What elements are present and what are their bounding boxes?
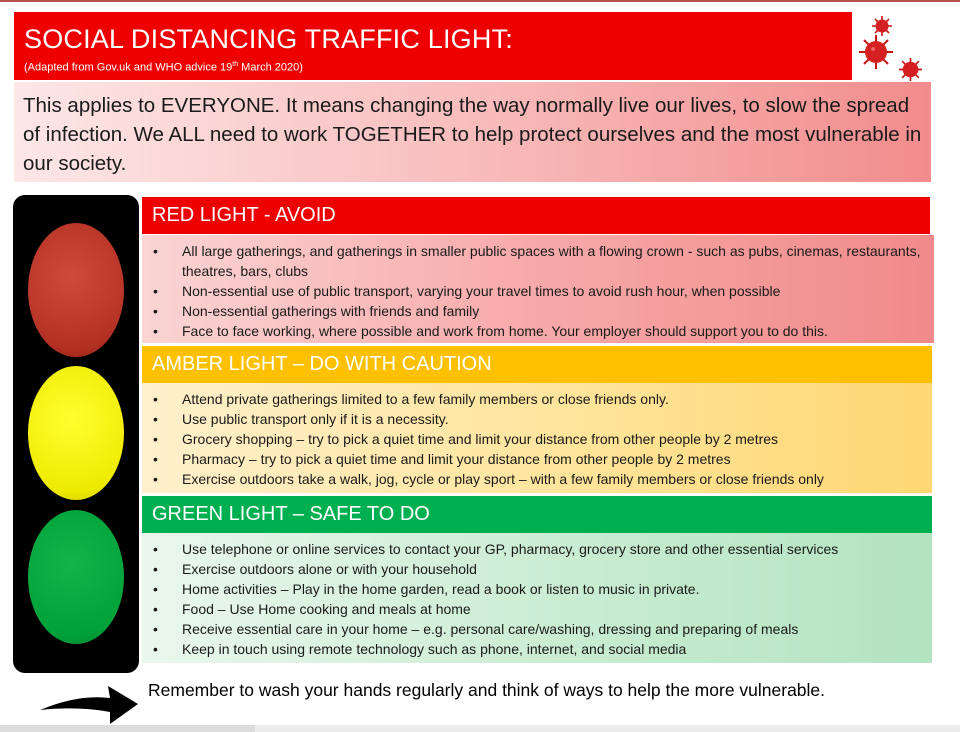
footer-reminder: Remember to wash your hands regularly and think of ways to help the more vulnerable. (148, 680, 826, 700)
green-section-heading: GREEN LIGHT – SAFE TO DO (142, 496, 932, 533)
traffic-light (13, 195, 139, 673)
top-border (0, 0, 960, 2)
green-section-body (142, 533, 932, 663)
list-item: • Use telephone or online services to contact your GP, pharmacy, grocery store and other essential services (153, 541, 839, 557)
list-item: • Food – Use Home cooking and meals at home (153, 601, 471, 617)
list-item: • Non-essential gatherings with friends and family (153, 303, 480, 319)
list-item: • Keep in touch using remote technology such as phone, internet, and social media (153, 641, 687, 657)
red-lamp (28, 223, 124, 357)
list-item: • All large gatherings, and gatherings in smaller public spaces with a flowing crown - such as pubs, cinemas, restaurants, theatres, bars, clubs (153, 243, 921, 279)
amber-lamp (28, 366, 124, 500)
list-item: • Exercise outdoors take a walk, jog, cycle or play sport – with a few family members or close friends only (153, 471, 824, 487)
amber-section-body (142, 383, 932, 493)
list-item: • Home activities – Play in the home garden, read a book or listen to music in private. (153, 581, 700, 597)
list-item: • Attend private gatherings limited to a few family members or close friends only. (153, 391, 669, 407)
list-item: • Receive essential care in your home – e.g. personal care/washing, dressing and preparing of meals (153, 621, 799, 637)
arrow-right-icon (38, 682, 140, 726)
bottom-strip (0, 725, 960, 732)
list-item: • Pharmacy – try to pick a quiet time and limit your distance from other people by 2 metres (153, 451, 731, 467)
title-banner (14, 12, 852, 80)
red-section-body (142, 235, 934, 343)
virus-icon (858, 34, 894, 70)
list-item: • Exercise outdoors alone or with your household (153, 561, 477, 577)
page-subtitle: (Adapted from Gov.uk and WHO advice 19th March 2020) (24, 61, 303, 74)
virus-icon (898, 57, 923, 82)
list-item: • Use public transport only if it is a necessity. (153, 411, 449, 427)
red-section-heading: RED LIGHT - AVOID (142, 197, 930, 234)
intro-text: This applies to EVERYONE. It means changing the way normally live our lives, to slow the spread of infection. We ALL need to work TOGETHER to help protect ourselves and the most vulnerable in our society. (23, 94, 922, 175)
list-item: • Non-essential use of public transport, varying your travel times to avoid rush hour, when possible (153, 283, 781, 299)
list-item: • Grocery shopping – try to pick a quiet time and limit your distance from other people by 2 metres (153, 431, 779, 447)
intro-box (14, 82, 931, 182)
amber-section-heading: AMBER LIGHT – DO WITH CAUTION (142, 346, 932, 383)
green-lamp (28, 510, 124, 644)
page-title: SOCIAL DISTANCING TRAFFIC LIGHT: (24, 24, 513, 54)
list-item: • Face to face working, where possible and work from home. Your employer should support you to do this. (153, 323, 828, 339)
